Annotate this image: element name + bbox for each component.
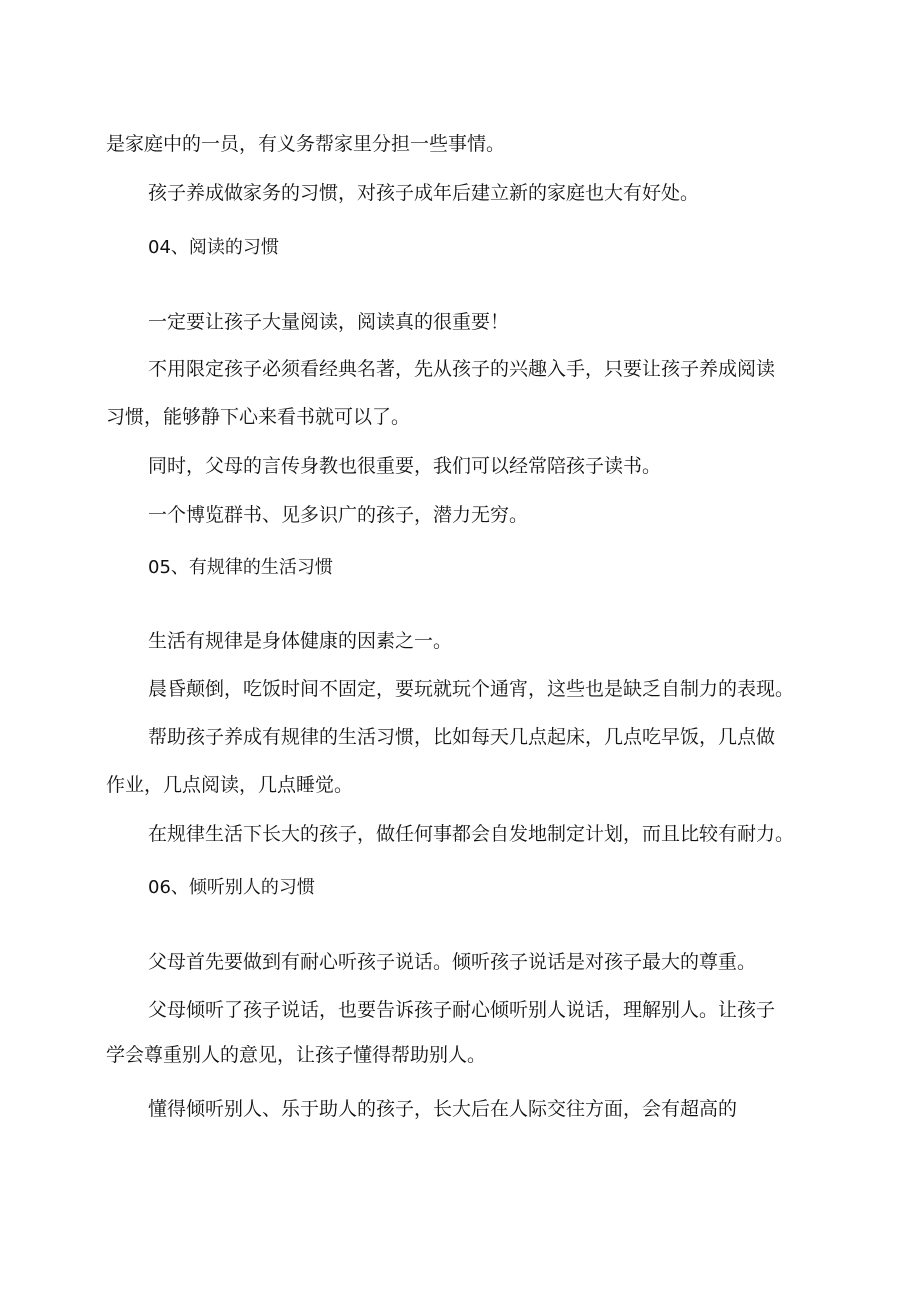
paragraph-line: 是家庭中的一员，有义务帮家里分担一些事情。 [106, 133, 506, 155]
paragraph-line: 晨昏颠倒，吃饭时间不固定，要玩就玩个通宵，这些也是缺乏自制力的表现。 [148, 678, 795, 700]
paragraph-line: 学会尊重别人的意见，让孩子懂得帮助别人。 [106, 1044, 487, 1066]
paragraph-line: 作业，几点阅读，几点睡觉。 [106, 774, 354, 796]
paragraph-line: 父母倾听了孩子说话，也要告诉孩子耐心倾听别人说话，理解别人。让孩子 [148, 999, 776, 1021]
paragraph-line: 同时，父母的言传身教也很重要，我们可以经常陪孩子读书。 [148, 455, 662, 477]
paragraph-line: 不用限定孩子必须看经典名著，先从孩子的兴趣入手，只要让孩子养成阅读 [148, 358, 776, 380]
paragraph-line: 帮助孩子养成有规律的生活习惯，比如每天几点起床，几点吃早饭，几点做 [148, 726, 776, 748]
paragraph-line: 懂得倾听别人、乐于助人的孩子，长大后在人际交往方面，会有超高的 [148, 1098, 738, 1120]
paragraph-line: 父母首先要做到有耐心听孩子说话。倾听孩子说话是对孩子最大的尊重。 [148, 951, 757, 973]
section-heading-05: 05、有规律的生活习惯 [148, 557, 333, 578]
paragraph-line: 孩子养成做家务的习惯，对孩子成年后建立新的家庭也大有好处。 [148, 182, 700, 204]
paragraph-line: 一定要让孩子大量阅读，阅读真的很重要！ [148, 311, 510, 333]
section-heading-04: 04、阅读的习惯 [148, 237, 279, 258]
paragraph-line: 在规律生活下长大的孩子，做任何事都会自发地制定计划，而且比较有耐力。 [148, 823, 795, 845]
paragraph-line: 一个博览群书、见多识广的孩子，潜力无穷。 [148, 504, 529, 526]
paragraph-line: 习惯，能够静下心来看书就可以了。 [106, 406, 411, 428]
section-heading-06: 06、倾听别人的习惯 [148, 877, 315, 898]
paragraph-line: 生活有规律是身体健康的因素之一。 [148, 630, 453, 652]
